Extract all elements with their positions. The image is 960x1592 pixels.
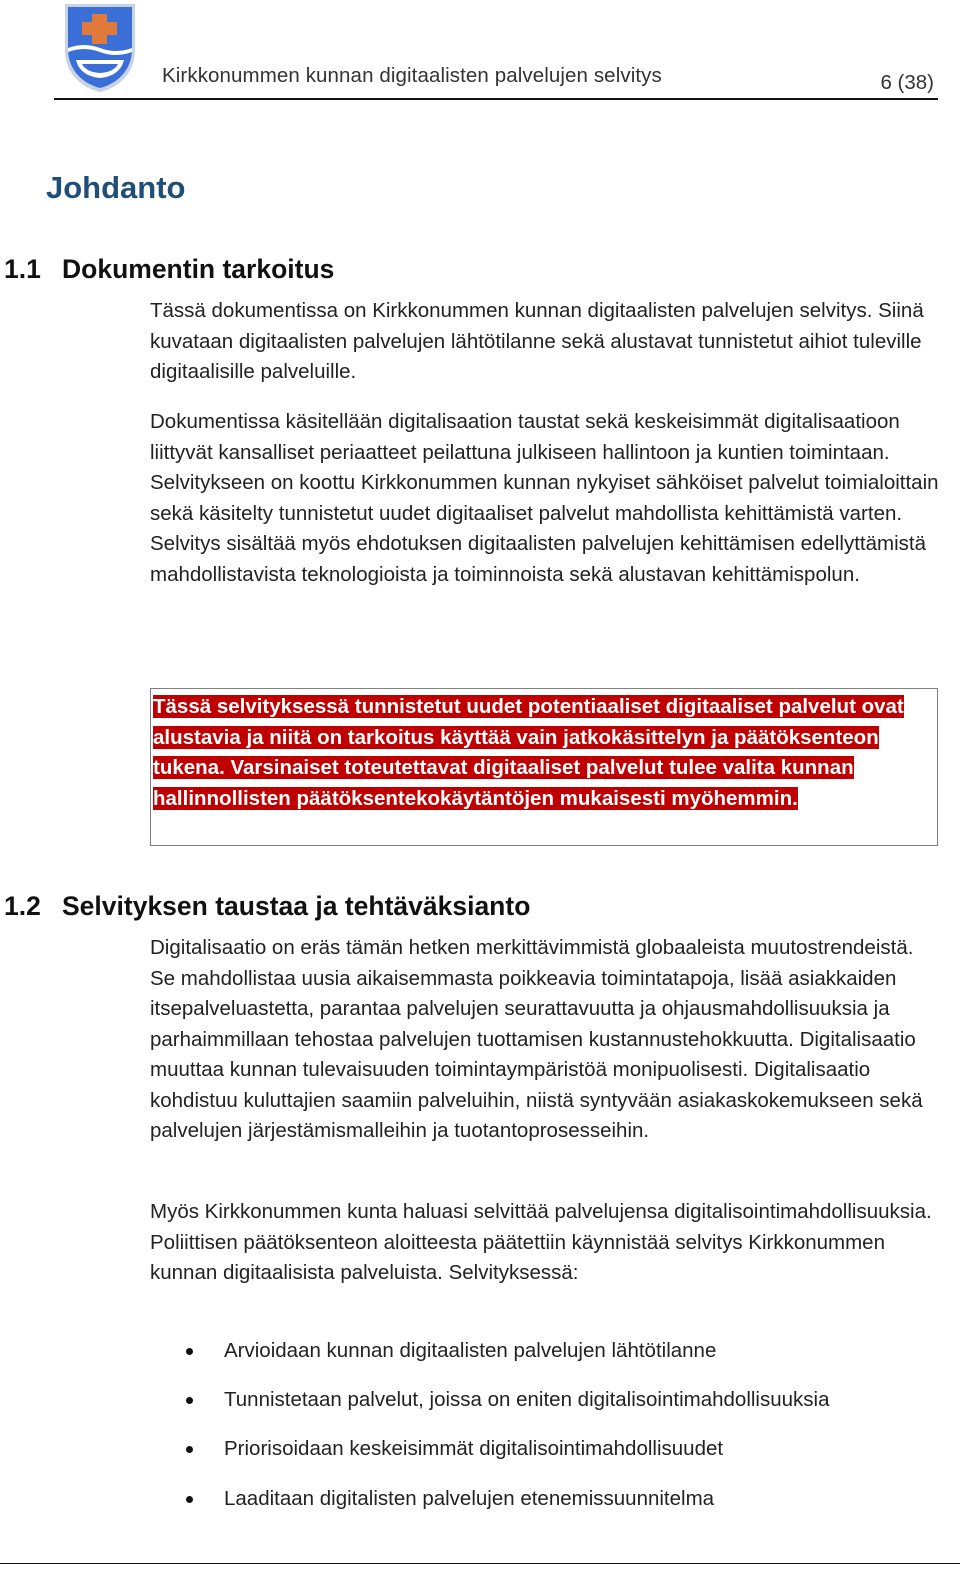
section-heading-1-2 (4, 891, 530, 922)
list-item-text: Priorisoidaan keskeisimmät digitalisointimahdollisuudet (224, 1437, 724, 1461)
list-item-text: Laaditaan digitalisten palvelujen etenemissuunnitelma (224, 1486, 715, 1510)
paragraph: Digitalisaatio on eräs tämän hetken merkittävimmistä globaaleista muutostrendeistä. Se mahdollistaa uusia aikaisemmasta poikkeavia toimintatapoja, lisää asiakkaiden itsepalveluastetta, parantaa palvelujen seurattavuutta ja ohjausmahdollisuuksia ja parhaimmillaan tehostaa palvelujen tuottamisen kustannustehokkuutta. Digitalisaatio muuttaa kunnan tulevaisuuden toimintaympäristöä monipuolisesti. Digitalisaatio kohdistuu kuluttajien saamiin palveluihin, niistä syntyvään asiakaskokemukseen sekä palvelujen järjestämismalleihin ja tuotantoprosesseihin. (150, 936, 923, 1142)
chapter-heading: Johdanto (46, 170, 186, 205)
paragraph: Dokumentissa käsitellään digitalisaation taustat sekä keskeisimmät digitalisaatioon liittyvät kansalliset periaatteet peilattuna julkiseen hallintoon ja kuntien toimintaan. Selvitykseen on koottu Kirkkonummen kunnan nykyiset sähköiset palvelut toimialoittain sekä käsitelty tunnistetut uudet digitaaliset palvelut mahdollista kehittämistä varten. Selvitys sisältää myös ehdotuksen digitaalisten palvelujen kehittämisen edellyttämistä mahdollistavista teknologioista ja toiminnoista sekä alustavan kehittämispolun. (150, 410, 939, 586)
section-number: 1.2 (4, 891, 41, 921)
bullet-list (150, 1336, 940, 1533)
bullet-icon (186, 1496, 193, 1503)
notice-text (153, 692, 937, 814)
section-heading-1-1 (4, 254, 334, 285)
list-item (150, 1434, 940, 1483)
notice-highlight: Tässä selvityksessä tunnistetut uudet potentiaaliset digitaaliset palvelut ovat alustavia ja niitä on tarkoitus käyttää vain jatkokäsittelyn ja päätöksenteon tukena. Varsinaiset toteutettavat digitaaliset palvelut tulee valita kunnan hallinnollisten päätöksentekokäytäntöjen mukaisesti myöhemmin. (153, 695, 904, 810)
section-title: Selvityksen taustaa ja tehtäväksianto (62, 891, 531, 921)
paragraph: Myös Kirkkonummen kunta haluasi selvittää palvelujensa digitalisointimahdollisuuksia. Poliittisen päätöksenteon aloitteesta päätettiin käynnistää selvitys Kirkkonummen kunnan digitaalisista palveluista. Selvityksessä: (150, 1200, 932, 1284)
bullet-icon (186, 1397, 193, 1404)
bullet-icon (186, 1446, 193, 1453)
section-title: Dokumentin tarkoitus (62, 254, 335, 284)
notice-box (150, 688, 938, 846)
header-divider (54, 98, 938, 100)
page-number: 6 (38) (880, 71, 934, 94)
footer-divider (0, 1563, 960, 1564)
list-item-text: Arvioidaan kunnan digitaalisten palvelujen lähtötilanne (224, 1339, 717, 1362)
coat-of-arms-icon (62, 2, 138, 94)
list-item (150, 1385, 940, 1434)
list-item (150, 1484, 940, 1533)
header-title: Kirkkonummen kunnan digitaalisten palvelujen selvitys (162, 64, 662, 87)
bullet-icon (186, 1348, 193, 1355)
list-item-text: Tunnistetaan palvelut, joissa on eniten digitalisointimahdollisuuksia (224, 1388, 830, 1412)
section-number: 1.1 (4, 254, 41, 284)
list-item (150, 1336, 940, 1385)
paragraph: Tässä dokumentissa on Kirkkonummen kunnan digitaalisten palvelujen selvitys. Siinä kuvataan digitaalisten palvelujen lähtötilanne sekä alustavat tunnistetut aihiot tuleville digitaalisille palveluille. (150, 299, 924, 383)
